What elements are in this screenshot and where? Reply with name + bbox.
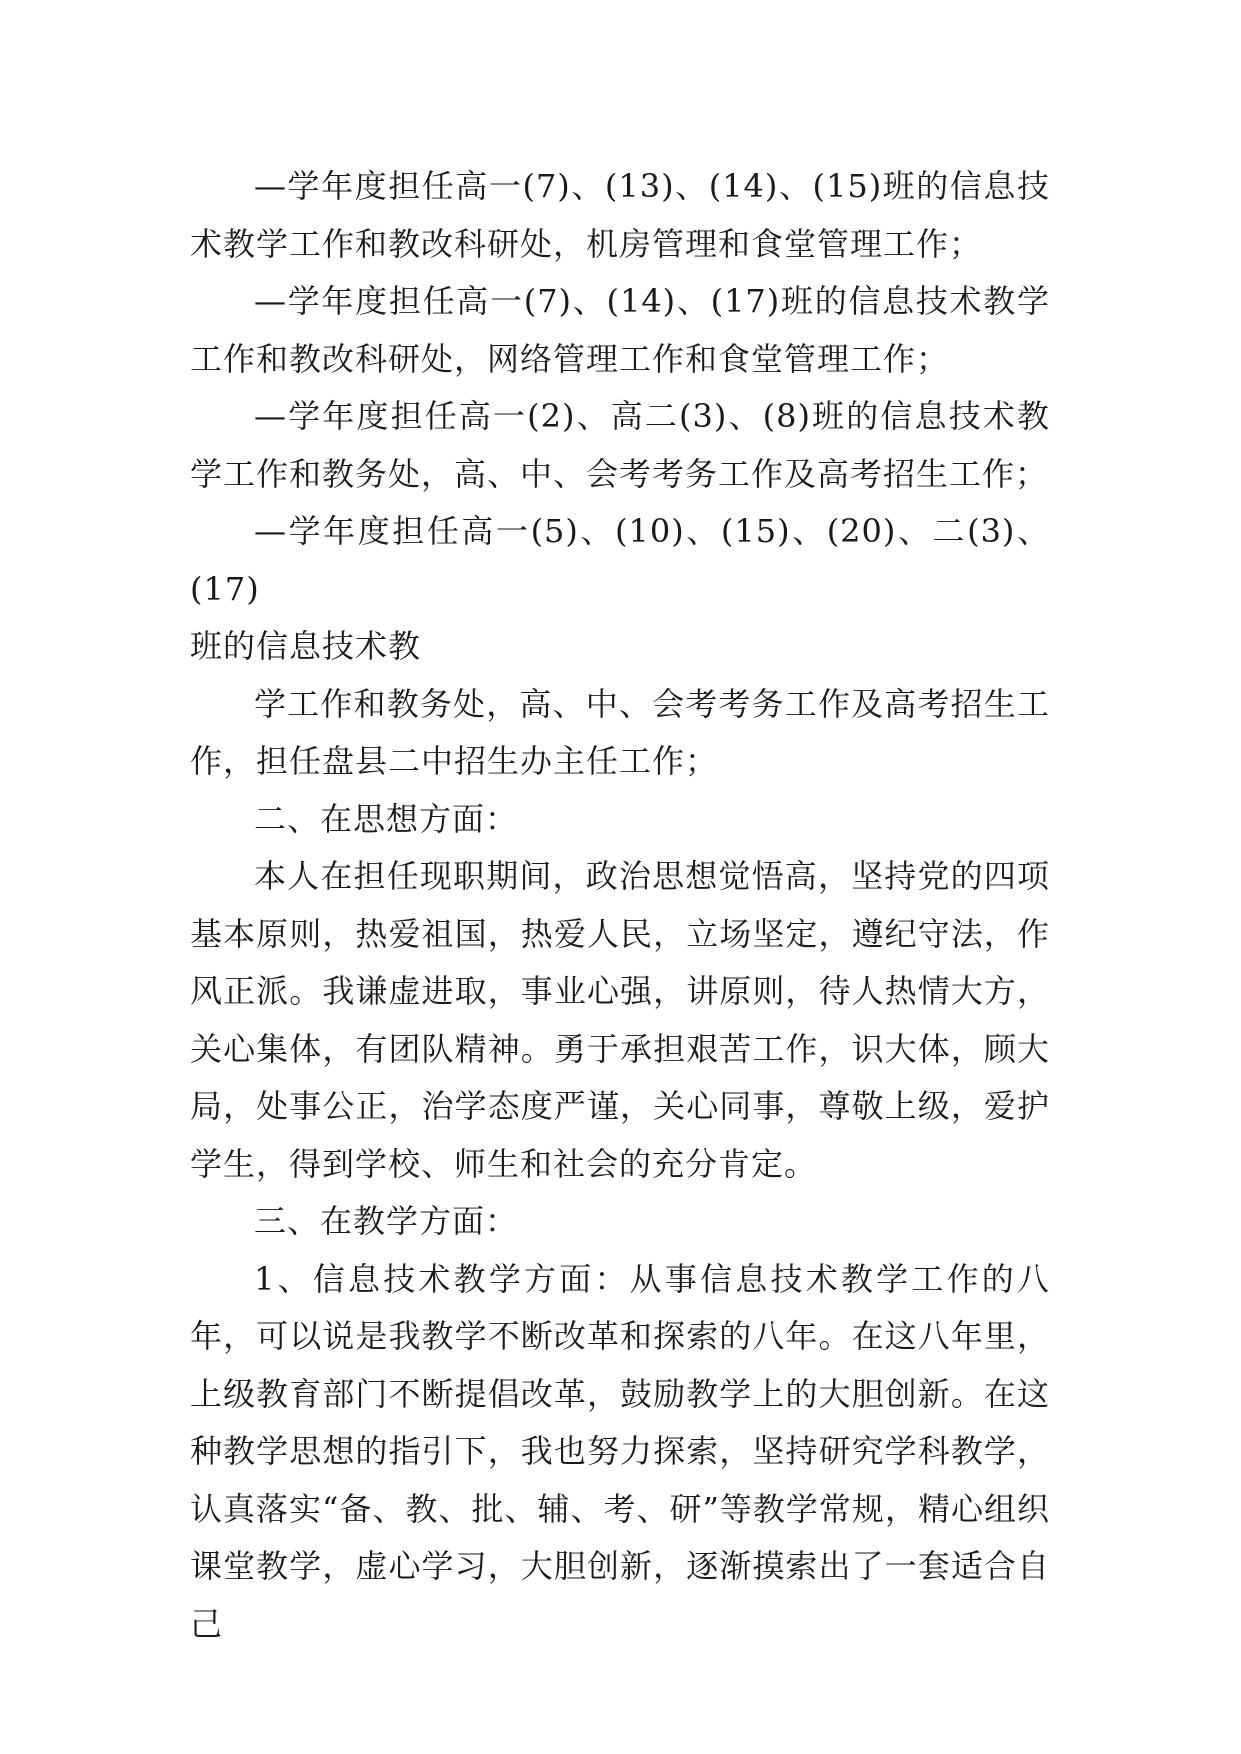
paragraph-duty-year-4: —学年度担任高一(5)、(10)、(15)、(20)、二(3)、(17)	[190, 512, 1050, 608]
paragraph-duty-year-1: —学年度担任高一(7)、(13)、(14)、(15)班的信息技术教学工作和教改科研处，机房管理和食堂管理工作；	[190, 167, 1050, 263]
paragraph-duty-year-3: —学年度担任高一(2)、高二(3)、(8)班的信息技术教学工作和教务处，高、中、会考考务工作及高考招生工作；	[190, 397, 1050, 493]
paragraph-duty-year-4-cont: 班的信息技术教	[190, 627, 422, 665]
document-body	[190, 158, 1050, 1653]
section-heading-ideology: 二、在思想方面：	[254, 799, 519, 838]
paragraph-teaching-it: 1、信息技术教学方面：从事信息技术教学工作的八年，可以说是我教学不断改革和探索的八年。在这八年里，上级教育部门不断提倡改革，鼓励教学上的大胆创新。在这种教学思想的指引下，我也努力探索，坚持研究学科教学，认真落实“备、教、批、辅、考、研”等教学常规，精心组织课堂教学，虚心学习，大胆创新，逐渐摸索出了一套适合自己	[190, 1259, 1050, 1643]
paragraph-duty-year-2: —学年度担任高一(7)、(14)、(17)班的信息技术教学工作和教改科研处，网络管理工作和食堂管理工作；	[190, 282, 1050, 378]
paragraph-ideology: 本人在担任现职期间，政治思想觉悟高，坚持党的四项基本原则，热爱祖国，热爱人民，立场坚定，遵纪守法，作风正派。我谦虚进取，事业心强，讲原则，待人热情大方，关心集体，有团队精神。勇于承担艰苦工作，识大体，顾大局，处事公正，治学态度严谨，关心同事，尊敬上级，爱护学生，得到学校、师生和社会的充分肯定。	[190, 857, 1050, 1183]
section-heading-teaching: 三、在教学方面：	[254, 1202, 519, 1240]
paragraph-duty-year-4-cont-2: 学工作和教务处，高、中、会考考务工作及高考招生工作，担任盘县二中招生办主任工作；	[190, 684, 1050, 780]
